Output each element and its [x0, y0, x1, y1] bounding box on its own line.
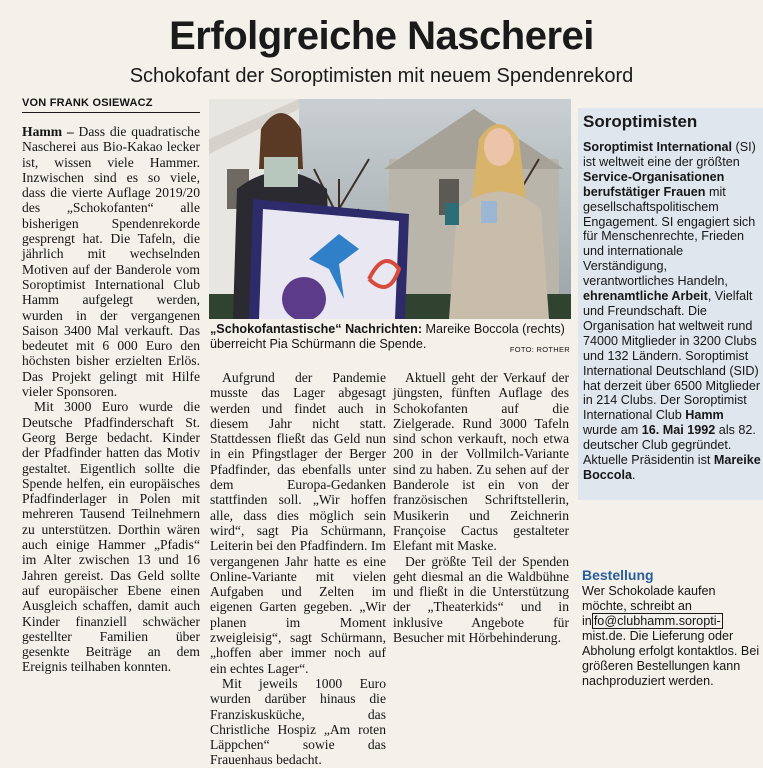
- infobox-bold-3: ehrenamtliche Arbeit: [583, 289, 708, 304]
- infobox-bold-6: Mareike Boccola: [583, 453, 761, 482]
- paragraph-5: Aktuell geht der Verkauf der jüngsten, fünften Auflage des Schokofanten auf die Zielgerade. Rund 3000 Tafeln sind schon verkauft, noch etwa 200 in der Vollmilch-Variante sind zu haben. Zu sehen auf der Banderole ist ein von der französischen Schriftstellerin, Musikerin und Zeichnerin Françoise Cactus gestalteter Elefant mit Maske.: [393, 370, 569, 554]
- paragraph-2: Mit 3000 Euro wurde die Deutsche Pfadfinderschaft St. Georg Berge bedacht. Kinder der Pfadfinder hatten das Motiv gestaltet. Eigentlich sollte die Spende helfen, ein europäisches Pfadfinderlager in Polen mit mehreren Tausend Teilnehmern zu unterstützen. Dorthin wären auch einige Hammer „Pfadis“ im Alter zwischen 13 und 16 Jahren gereist. Das Geld sollte auf europäischer Ebene einen Ausgleich schaffen, damit auch Kinder finanziell schwächer gestellter Familien über gesenkte Beiträge an dem Ereignis teilhaben konnten.: [22, 399, 200, 675]
- infobox-text-3: , Vielfalt und Freundschaft. Die Organisation hat weltweit rund 74000 Mitglieder in 3200 Clubs und 132 Ländern. Soroptimist International Deutschland (SID) hat derzeit über 6500 Mitglieder in 214 Clubs. Der Soroptimist International Club: [583, 289, 761, 423]
- paragraph-1: [22, 124, 200, 399]
- paragraph-4: Mit jeweils 1000 Euro wurden darüber hinaus die Franziskusküche, das Christliche Hospiz „Am roten Läppchen“ sowie das Frauenhaus bedacht.: [210, 675, 386, 768]
- infobox-bold-1: Soroptimist International: [583, 140, 733, 154]
- dateline: Hamm –: [22, 124, 74, 139]
- paragraph-1-text: Dass die quadratische Nascherei aus Bio-Kakao lecker ist, wissen viele Hammer. Inzwischen sind es so viele, dass die vierte Auflage 2019/20 des „Schokofanten“ alle bisherigen Spendenrekorde gesprengt hat. Die Tafeln, die jährlich mit wechselnden Motiven auf der Banderole vom Soroptimist International Club Hamm aufgelegt werden, wurden in der vergangenen Saison 3400 Mal verkauft. Das bedeutet mit 6 000 Euro den höchsten bisher erzielten Erlös. Das Projekt gelingt mit Hilfe vieler Sponsoren.: [22, 124, 200, 400]
- infobox-text-6: .: [632, 467, 636, 482]
- infobox-text-5: als 82. deutscher Club gegründet. Aktuelle Präsidentin ist: [583, 423, 756, 468]
- infobox-bold-5: 16. Mai 1992: [641, 423, 716, 438]
- caption-lead: „Schokofantastische“ Nachrichten:: [210, 322, 423, 336]
- paragraph-3: Aufgrund der Pandemie musste das Lager abgesagt werden und findet auch in diesem Jahr nicht statt. Stattdessen fließt das Geld nun in ein Pfingstlager der Berger Pfadfinder, das ebenfalls unter dem Europa-Gedanken stattfinden soll. „Wir hoffen alle, dass dies möglich sein wird“, sagt Pia Schürmann, Leiterin bei den Pfadfindern. Im vergangenen Jahr hatte es eine Online-Variante mit vielen Aufgaben und Zelten im eigenen Garten gegeben. „Wir planen im Moment zweigleisig“, sagt Schürmann, „hoffen aber immer noch auf ein echtes Lager“.: [210, 370, 386, 676]
- article-column-1: [22, 124, 200, 675]
- infobox-bold-2: Service-Organisationen berufstätiger Frauen: [583, 169, 725, 199]
- photo-credit: FOTO: ROTHER: [509, 345, 570, 354]
- headline: Erfolgreiche Nascherei: [169, 14, 594, 58]
- caption-text: Mareike Boccola (rechts) überreicht Pia Schürmann die Spende.: [210, 322, 565, 351]
- byline: VON FRANK OSIEWACZ: [22, 97, 200, 113]
- infobox-text-4: wurde am: [583, 423, 642, 438]
- infobox-text-2: mit gesellschaftspolitischem Engagement. SI engagiert sich für Menschenrechte, Frieden und internationale Verständigung, verantwortliches Handeln,: [583, 184, 756, 289]
- order-text-1: Wer Schokolade kaufen möchte, schreibt an in: [582, 584, 716, 628]
- article-photo: [209, 99, 571, 319]
- article-column-2: [210, 370, 386, 768]
- infobox-text: [583, 140, 761, 483]
- subheadline: Schokofant der Soroptimisten mit neuem Spendenrekord: [129, 65, 634, 87]
- order-title: Bestellung: [582, 567, 654, 583]
- paragraph-6: Der größte Teil der Spenden geht diesmal an die Waldbühne und fließt in die Unterstützung der „Theaterkids“ und in inklusive Angebote für Besucher mit Hörbehinderung.: [393, 553, 569, 646]
- infobox-bold-4: Hamm: [685, 408, 724, 423]
- photo-illustration: [209, 99, 571, 319]
- order-text-2: mist.de. Die Lieferung oder Abholung erfolgt kontaktlos. Bei größeren Bestellungen kann nachproduziert werden.: [582, 629, 760, 688]
- article-column-3: [393, 370, 569, 645]
- infobox-text-1: (SI) ist weltweit eine der größten: [583, 140, 756, 169]
- infobox-title: Soroptimisten: [583, 112, 698, 131]
- photo-caption: [210, 322, 570, 357]
- order-text: [582, 584, 760, 689]
- order-email: fo@clubhamm.soropti-: [593, 614, 721, 628]
